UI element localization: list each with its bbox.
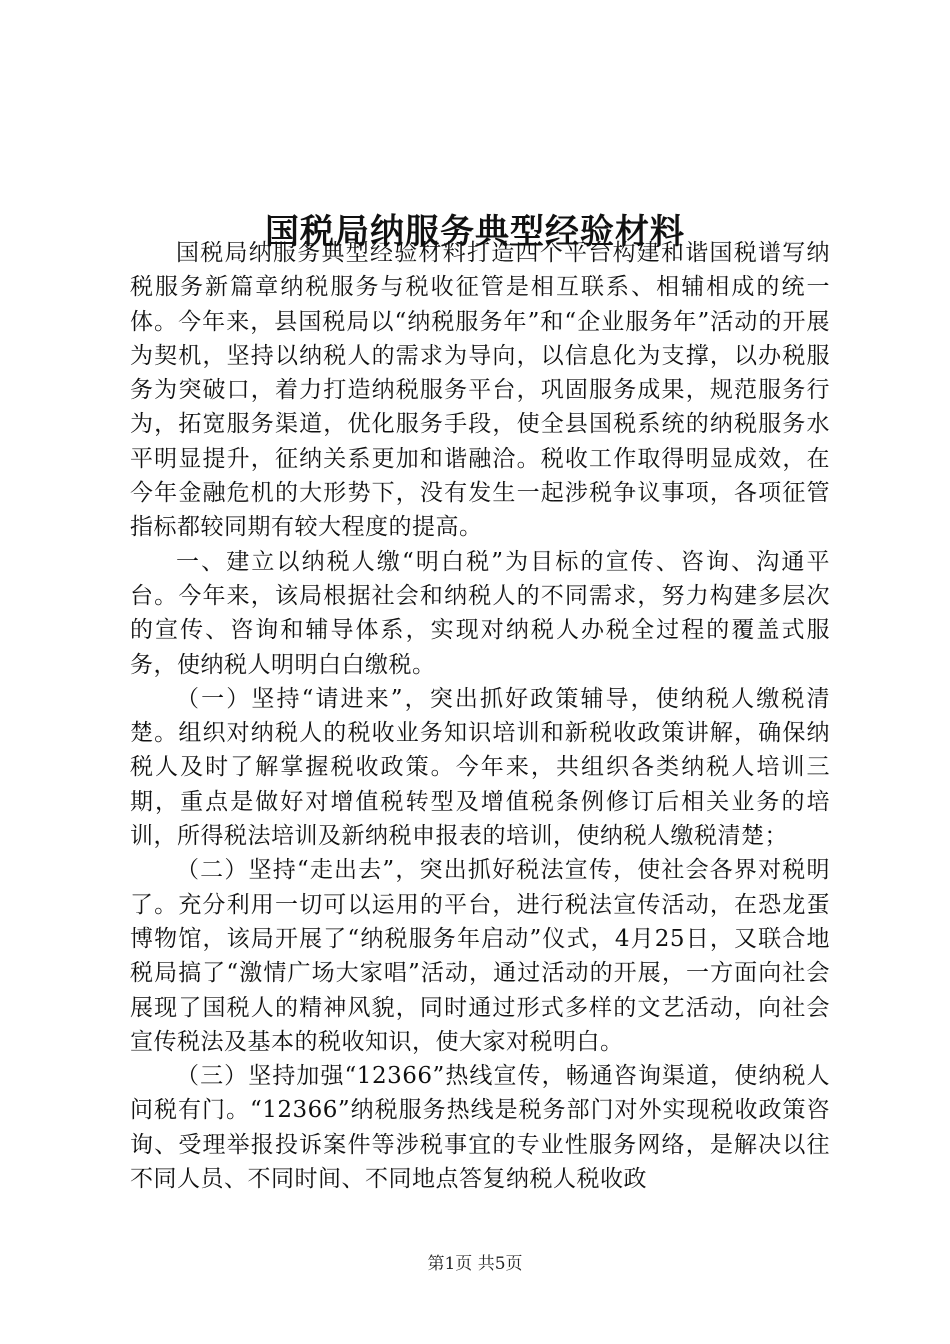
page-footer: 第1页 共5页 bbox=[427, 1254, 523, 1274]
document-body bbox=[130, 236, 830, 1196]
paragraph-intro: 国税局纳服务典型经验材料打造四个平台构建和谐国税谱写纳税服务新篇章纳税服务与税收征管是相互联系、相辅相成的统一体。今年来，县国税局以“纳税服务年”和“企业服务年”活动的开展为契机，坚持以纳税人的需求为导向，以信息化为支撑，以办税服务为突破口，着力打造纳税服务平台，巩固服务成果，规范服务行为，拓宽服务渠道，优化服务手段，使全县国税系统的纳税服务水平明显提升，征纳关系更加和谐融洽。税收工作取得明显成效，在今年金融危机的大形势下，没有发生一起涉税争议事项，各项征管指标都较同期有较大程度的提高。 bbox=[130, 240, 830, 541]
paragraph-section-1: 一、建立以纳税人缴“明白税”为目标的宣传、咨询、沟通平台。今年来，该局根据社会和纳税人的不同需求，努力构建多层次的宣传、咨询和辅导体系，实现对纳税人办税全过程的覆盖式服务，使纳税人明明白白缴税。 bbox=[130, 548, 830, 678]
paragraph-subsection-2: （二）坚持“走出去”，突出抓好税法宣传，使社会各界对税明了。充分利用一切可以运用的平台，进行税法宣传活动，在恐龙蛋博物馆，该局开展了“纳税服务年启动”仪式，4月25日，又联合地税局搞了“激情广场大家唱”活动，通过活动的开展，一方面向社会展现了国税人的精神风貌，同时通过形式多样的文艺活动，向社会宣传税法及基本的税收知识，使大家对税明白。 bbox=[130, 857, 830, 1055]
paragraph-subsection-3: （三）坚持加强“12366”热线宣传，畅通咨询渠道，使纳税人问税有门。“12366”纳税服务热线是税务部门对外实现税收政策咨询、受理举报投诉案件等涉税事宜的专业性服务网络，是解决以往不同人员、不同时间、不同地点答复纳税人税收政 bbox=[130, 1063, 830, 1193]
page-title: 国税局纳服务典型经验材料 bbox=[265, 211, 685, 252]
paragraph-subsection-1: （一）坚持“请进来”，突出抓好政策辅导，使纳税人缴税清楚。组织对纳税人的税收业务知识培训和新税收政策讲解，确保纳税人及时了解掌握税收政策。今年来，共组织各类纳税人培训三期，重点是做好对增值税转型及增值税条例修订后相关业务的培训，所得税法培训及新纳税申报表的培训，使纳税人缴税清楚； bbox=[130, 685, 830, 850]
